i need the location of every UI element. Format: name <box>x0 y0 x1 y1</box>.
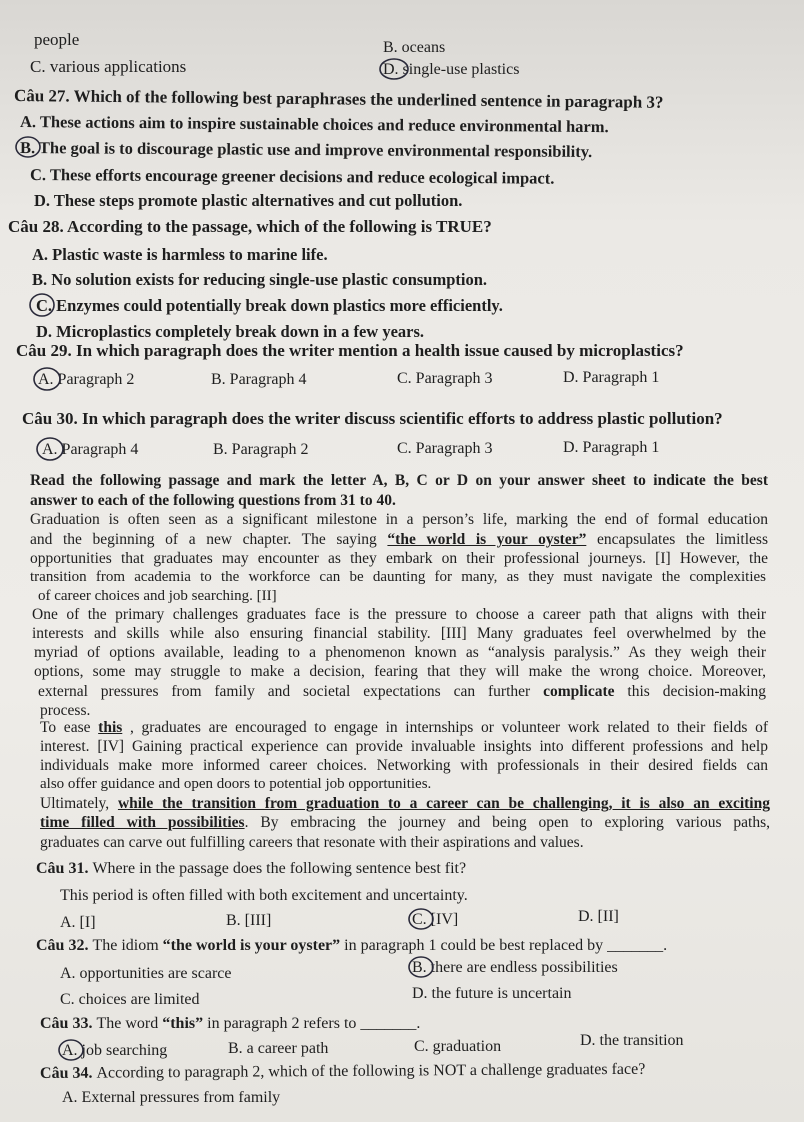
p1-line-1: Graduation is often seen as a significant milestone in a person’s life, marking the end of formal education <box>30 511 768 528</box>
instruction-line-2: answer to each of the following questions from 31 to 40. <box>30 492 396 509</box>
p1-line-5: of career choices and job searching. [II] <box>38 588 277 604</box>
p4-line-1 <box>40 794 770 813</box>
question-30-text: In which paragraph does the writer discuss scientific efforts to address plastic pollution? <box>81 409 723 428</box>
q31-option-d: D. [II] <box>578 908 619 925</box>
question-27 <box>14 86 664 112</box>
word-this: this <box>98 719 123 736</box>
q31-option-b: B. [III] <box>226 912 272 929</box>
question-29 <box>16 341 684 360</box>
option-d-single-use: D. single-use plastics <box>383 61 520 78</box>
q32-option-d: D. the future is uncertain <box>412 985 572 1002</box>
question-29-label: Câu 29. <box>16 341 72 360</box>
question-31-label: Câu 31. <box>36 860 89 877</box>
p1-line-4: transition from academia to the workforce can be daunting for many, as they must navigate the complexities <box>30 569 766 585</box>
option-b-oceans: B. oceans <box>383 39 446 56</box>
p2-line-5-end: this decision-making <box>614 683 766 700</box>
q33-option-a: A. job searching <box>62 1042 168 1059</box>
p4-line-2-end: . By embracing the journey and being open to exploring various paths, <box>244 814 770 831</box>
question-27-text: Which of the following best paraphrases the underlined sentence in paragraph 3? <box>73 86 664 112</box>
idiom-world-oyster: “the world is your oyster” <box>387 531 587 548</box>
option-people: people <box>34 30 80 49</box>
word-complicate: complicate <box>543 683 615 700</box>
q33-option-d: D. the transition <box>580 1032 684 1049</box>
q30-option-b: B. Paragraph 2 <box>213 441 309 458</box>
q30-option-d: D. Paragraph 1 <box>563 439 660 456</box>
p2-line-1: One of the primary challenges graduates face is the pressure to choose a career path that aligns with their <box>32 606 766 623</box>
question-33-text-end: in paragraph 2 refers to _______. <box>203 1015 421 1032</box>
q28-option-d: D. Microplastics completely break down in a few years. <box>36 322 425 341</box>
question-34 <box>40 1060 645 1083</box>
question-32-idiom: “the world is your oyster” <box>162 937 341 954</box>
p1-line-3: opportunities that graduates may encounter as they embark on their professional journeys. [I] However, the <box>30 550 768 567</box>
q33-option-b: B. a career path <box>228 1040 329 1057</box>
p2-line-6: process. <box>40 702 91 719</box>
q27-option-c: C. These efforts encourage greener decisions and reduce ecological impact. <box>29 165 555 188</box>
question-32 <box>36 936 667 955</box>
question-33-text-start: The word <box>96 1015 163 1032</box>
question-30 <box>22 409 723 428</box>
question-33-word: “this” <box>162 1015 204 1032</box>
question-33 <box>40 1014 420 1033</box>
question-28 <box>8 217 492 236</box>
question-27-label: Câu 27. <box>13 86 70 106</box>
q30-option-c: C. Paragraph 3 <box>397 440 493 457</box>
q29-option-a: A. Paragraph 2 <box>38 371 135 388</box>
question-31-text: Where in the passage does the following sentence best fit? <box>92 860 467 877</box>
question-32-text-start: The idiom <box>92 937 163 954</box>
option-c-various: C. various applications <box>30 57 187 76</box>
question-33-label: Câu 33. <box>40 1015 93 1032</box>
question-30-label: Câu 30. <box>22 409 78 428</box>
q33-option-c: C. graduation <box>414 1038 502 1055</box>
p2-line-4: options, some may struggle to make a decision, fearing that they will make the wrong choice. Moreover, <box>34 663 766 680</box>
question-28-text: According to the passage, which of the following is TRUE? <box>67 217 492 236</box>
q32-option-a: A. opportunities are scarce <box>60 965 232 982</box>
underlined-sentence-part-2: time filled with possibilities <box>40 814 245 831</box>
underlined-sentence-part-1: while the transition from graduation to a career can be challenging, it is also an exciting <box>117 795 770 812</box>
p2-line-3: myriad of options available, leading to a phenomenon known as “analysis paralysis.” As they weigh their <box>34 644 766 661</box>
p1-line-2 <box>30 530 768 549</box>
q29-option-d: D. Paragraph 1 <box>563 369 660 386</box>
q30-option-a: A. Paragraph 4 <box>42 441 139 458</box>
p3-line-1-end: , graduates are encouraged to engage in internships or volunteer work related to their fields of <box>122 719 768 736</box>
q32-option-c: C. choices are limited <box>60 991 200 1008</box>
q31-option-c: C. [IV] <box>412 911 459 928</box>
q31-sentence: This period is often filled with both excitement and uncertainty. <box>60 887 468 904</box>
question-34-text: According to paragraph 2, which of the following is NOT a challenge graduates face? <box>96 1060 646 1082</box>
question-31 <box>36 859 466 878</box>
q29-option-b: B. Paragraph 4 <box>211 371 307 388</box>
p4-line-1-start: Ultimately, <box>40 795 118 812</box>
p3-line-3: individuals make more informed career choices. Networking with professionals in their desired fields can <box>40 757 768 774</box>
question-29-text: In which paragraph does the writer mention a health issue caused by microplastics? <box>75 341 684 360</box>
q34-option-a: A. External pressures from family <box>62 1089 281 1106</box>
p2-line-5 <box>38 682 766 701</box>
q28-option-a: A. Plastic waste is harmless to marine life. <box>32 245 328 264</box>
p4-line-2 <box>40 813 770 832</box>
p4-line-3: graduates can carve out fulfilling careers that resonate with their aspirations and values. <box>40 834 584 851</box>
instruction-line-1: Read the following passage and mark the letter A, B, C or D on your answer sheet to indicate the best <box>30 472 768 489</box>
question-34-label: Câu 34. <box>39 1064 93 1082</box>
p2-line-2: interests and skills while also ensuring financial stability. [III] Many graduates feel overwhelmed by the <box>32 625 766 642</box>
q27-option-b: B. The goal is to discourage plastic use and improve environmental responsibility. <box>19 138 593 161</box>
p2-line-5-start: external pressures from family and societal expectations can further <box>38 683 544 700</box>
q28-option-b: B. No solution exists for reducing single-use plastic consumption. <box>32 270 488 289</box>
q32-option-b: B. there are endless possibilities <box>412 959 618 976</box>
question-32-text-end: in paragraph 1 could be best replaced by _______. <box>340 937 668 954</box>
p3-line-4: also offer guidance and open doors to potential job opportunities. <box>40 776 432 792</box>
question-28-label: Câu 28. <box>8 217 64 236</box>
q31-option-a: A. [I] <box>60 914 96 931</box>
q29-option-c: C. Paragraph 3 <box>397 370 493 387</box>
p3-line-2: interest. [IV] Gaining practical experience can provide invaluable insights into different professions and help <box>40 738 768 755</box>
p1-line-2-start: and the beginning of a new chapter. The saying <box>30 531 388 548</box>
p1-line-2-end: encapsulates the limitless <box>586 531 768 548</box>
q27-option-a: A. These actions aim to inspire sustainable choices and reduce environmental harm. <box>19 112 609 137</box>
question-32-label: Câu 32. <box>36 937 89 954</box>
p3-line-1 <box>40 718 768 737</box>
q28-option-c: C. Enzymes could potentially break down plastics more efficiently. <box>36 296 503 315</box>
p3-line-1-start: To ease <box>40 719 99 736</box>
q27-option-d: D. These steps promote plastic alternatives and cut pollution. <box>34 191 463 210</box>
